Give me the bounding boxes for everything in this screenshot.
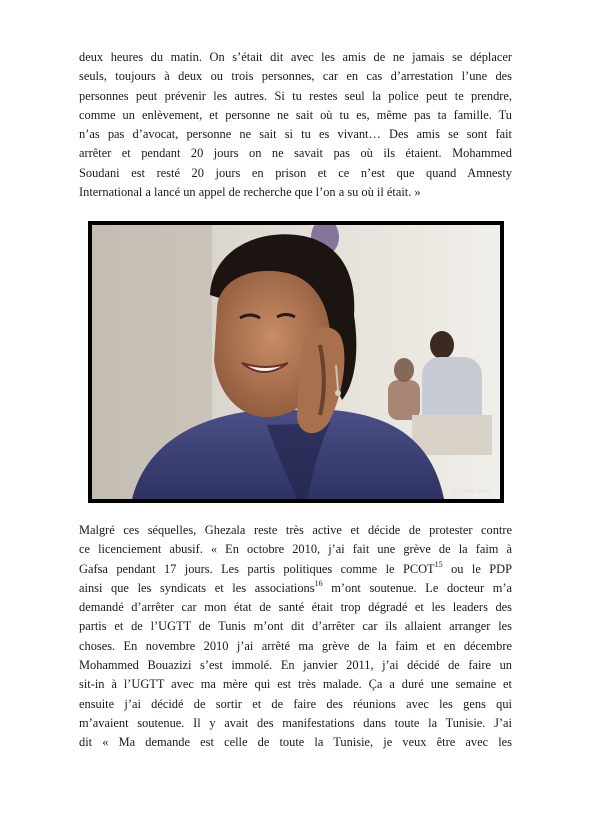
text-line: m’avaient soutenue. Il y avait des manifestations dans toute la Tunisie. J’ai <box>79 715 512 730</box>
text-segment: ou le PDP <box>442 561 512 576</box>
text-line <box>79 579 512 598</box>
text-segment: ainsi que les syndicats et les associations <box>79 580 315 595</box>
paragraph-1 <box>79 48 512 202</box>
text-line: partis et de l’UGTT de Tunis m’ont dit d’arrêter car ils allaient arranger les <box>79 619 512 634</box>
text-line: seuls, toujours à deux ou trois personnes, car en cas d’arrestation l’une des <box>79 69 512 84</box>
text-line: sit-in à l’UGTT avec ma mère qui est très malade. Ça a duré une semaine et <box>79 677 512 692</box>
photo-credit: © Claire Vallet <box>453 489 490 495</box>
text-line: comme un enlèvement, et personne ne sait où tu es, même pas ta famille. Tu <box>79 107 512 122</box>
text-line: personnes peut prévenir les autres. Si tu restes seul la police peut te prendre, <box>79 88 512 103</box>
text-line: dit « Ma demande est celle de toute la Tunisie, je veux être avec les <box>79 735 512 750</box>
text-line: International a lancé un appel de recherche que l’on a su où il était. » <box>79 185 421 200</box>
text-line: Malgré ces séquelles, Ghezala reste très active et décide de protester contre <box>79 523 512 537</box>
text-line: choses. En novembre 2010 j’ai arrêté ma grève de la faim et en décembre <box>79 638 512 653</box>
photo-frame <box>88 221 504 503</box>
portrait-illustration <box>92 225 500 499</box>
text-segment: Gafsa pendant 17 jours. Les partis politiques comme le PCOT <box>79 561 435 576</box>
text-line: n’as pas d’avocat, personne ne sait si tu es vivant… Des amis se sont fait <box>79 127 512 142</box>
text-line: deux heures du matin. On s’était dit avec les amis de ne jamais se déplacer <box>79 50 512 64</box>
footnote-15[interactable]: 15 <box>434 559 443 569</box>
text-line <box>79 560 512 579</box>
text-line: arrêter et pendant 20 jours on ne savait pas où ils étaient. Mohammed <box>79 146 512 161</box>
text-segment: m’ont soutenue. Le docteur m’a <box>322 580 513 595</box>
text-line: Soudani est resté 20 jours en prison et ce n’est que quand Amnesty <box>79 165 512 180</box>
text-line: ensuite j’ai décidé de sortir et de faire des réunions avec les gens qui <box>79 696 512 711</box>
text-line: Mohammed Bouazizi s’est immolé. En janvier 2011, j’ai décidé de faire un <box>79 658 512 673</box>
paragraph-2 <box>79 521 512 753</box>
text-line: ce licenciement abusif. « En octobre 2010, j’ai fait une grève de la faim à <box>79 542 512 557</box>
footnote-16[interactable]: 16 <box>314 578 323 588</box>
text-line: demandé d’arrêter car mon état de santé était trop dégradé et les leaders des <box>79 600 512 615</box>
portrait-photo <box>92 225 500 499</box>
